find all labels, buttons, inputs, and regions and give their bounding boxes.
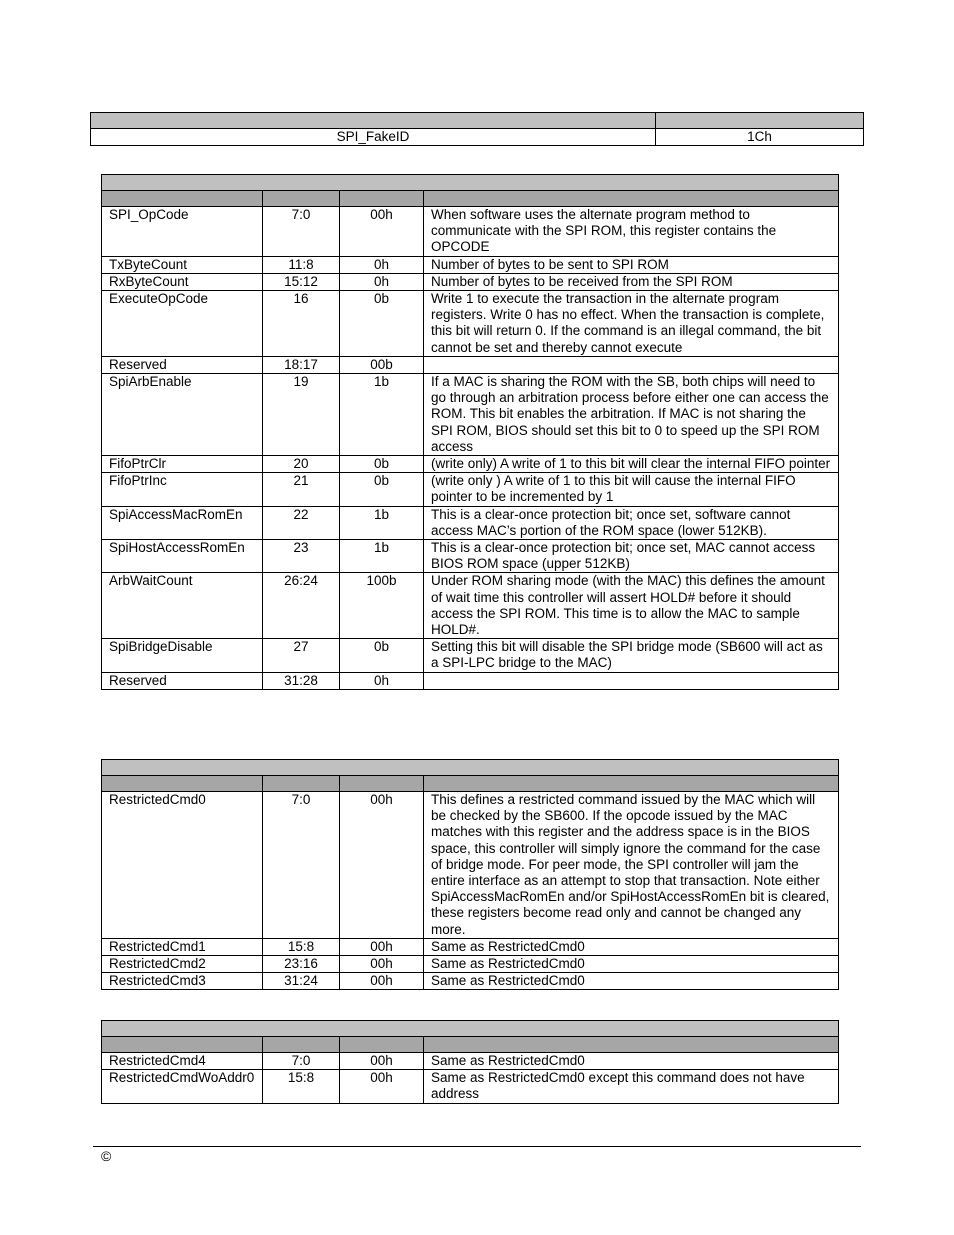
- field-row: [102, 672, 839, 689]
- footer-copyright: ©: [101, 1148, 112, 1164]
- field-name-cell: ArbWaitCount: [102, 573, 263, 639]
- table-title-bar: [102, 1021, 839, 1037]
- bits-cell: 18:17: [263, 356, 340, 373]
- bits-cell: 26:24: [263, 573, 340, 639]
- field-table-2: [101, 759, 839, 990]
- table-title-bar: [102, 175, 839, 191]
- default-value-cell: 0h: [340, 256, 424, 273]
- default-value-cell: 0h: [340, 273, 424, 290]
- bits-cell: 7:0: [263, 207, 340, 257]
- field-row: [102, 456, 839, 473]
- field-name-cell: SpiBridgeDisable: [102, 639, 263, 672]
- default-value-cell: 1b: [340, 374, 424, 456]
- field-name-cell: RestrictedCmd0: [102, 792, 263, 939]
- field-name-cell: FifoPtrClr: [102, 456, 263, 473]
- field-name-cell: ExecuteOpCode: [102, 291, 263, 357]
- field-row: [102, 792, 839, 939]
- default-value-cell: 0b: [340, 639, 424, 672]
- default-value-cell: 0h: [340, 672, 424, 689]
- field-row: [102, 540, 839, 573]
- description-cell: Same as RestrictedCmd0: [424, 956, 839, 973]
- bits-cell: 31:24: [263, 973, 340, 990]
- field-row: [102, 973, 839, 990]
- description-cell: [424, 672, 839, 689]
- default-value-cell: 0b: [340, 473, 424, 506]
- field-name-cell: RestrictedCmd1: [102, 938, 263, 955]
- field-row: [102, 207, 839, 257]
- register-name-header: [91, 113, 656, 129]
- default-value-cell: 1b: [340, 540, 424, 573]
- field-name-cell: SpiHostAccessRomEn: [102, 540, 263, 573]
- table-title-bar: [102, 760, 839, 776]
- field-name-cell: SpiArbEnable: [102, 374, 263, 456]
- bits-cell: 27: [263, 639, 340, 672]
- table-column-header: [102, 191, 839, 207]
- default-value-cell: 00b: [340, 356, 424, 373]
- default-value-cell: 00h: [340, 938, 424, 955]
- description-cell: [424, 356, 839, 373]
- description-cell: Number of bytes to be received from the SPI ROM: [424, 273, 839, 290]
- table-column-header: [102, 1037, 839, 1053]
- description-cell: When software uses the alternate program method to communicate with the SPI ROM, this register contains the OPCODE: [424, 207, 839, 257]
- default-value-cell: 1b: [340, 506, 424, 539]
- default-value-cell: 00h: [340, 1053, 424, 1070]
- description-cell: (write only) A write of 1 to this bit will clear the internal FIFO pointer: [424, 456, 839, 473]
- description-cell: Setting this bit will disable the SPI bridge mode (SB600 will act as a SPI-LPC bridge to the MAC): [424, 639, 839, 672]
- description-cell: This defines a restricted command issued by the MAC which will be checked by the SB600. If the opcode issued by the MAC matches with this register and the address space is in the BIOS space, this controller will simply ignore the command for the case of bridge mode. For peer mode, the SPI controller will jam the entire interface as an attempt to stop that transaction. Note either SpiAccessMacRomEn and/or SpiHostAccessRomEn bit is cleared, these registers become read only and cannot be changed any more.: [424, 792, 839, 939]
- description-cell: Same as RestrictedCmd0: [424, 973, 839, 990]
- description-cell: (write only ) A write of 1 to this bit will cause the internal FIFO pointer to be incremented by 1: [424, 473, 839, 506]
- field-table-1: [101, 174, 839, 690]
- field-row: [102, 1070, 839, 1103]
- bits-cell: 20: [263, 456, 340, 473]
- default-value-cell: 00h: [340, 956, 424, 973]
- bits-cell: 23: [263, 540, 340, 573]
- bits-cell: 7:0: [263, 792, 340, 939]
- bits-cell: 23:16: [263, 956, 340, 973]
- field-name-cell: FifoPtrInc: [102, 473, 263, 506]
- field-name-cell: RxByteCount: [102, 273, 263, 290]
- bits-cell: 21: [263, 473, 340, 506]
- bits-cell: 22: [263, 506, 340, 539]
- description-cell: If a MAC is sharing the ROM with the SB, both chips will need to go through an arbitration process before either one can access the ROM. This bit enables the arbitration. If MAC is not sharing the SPI ROM, BIOS should set this bit to 0 to speed up the SPI ROM access: [424, 374, 839, 456]
- field-name-cell: SPI_OpCode: [102, 207, 263, 257]
- description-cell: Same as RestrictedCmd0: [424, 938, 839, 955]
- field-row: [102, 256, 839, 273]
- field-name-cell: RestrictedCmd2: [102, 956, 263, 973]
- field-row: [102, 938, 839, 955]
- register-name: SPI_FakeID: [91, 129, 656, 146]
- field-row: [102, 573, 839, 639]
- bits-cell: 19: [263, 374, 340, 456]
- field-row: [102, 273, 839, 290]
- register-header-row: [91, 113, 864, 129]
- field-name-cell: SpiAccessMacRomEn: [102, 506, 263, 539]
- default-value-cell: 00h: [340, 207, 424, 257]
- description-cell: Same as RestrictedCmd0 except this command does not have address: [424, 1070, 839, 1103]
- field-row: [102, 506, 839, 539]
- field-row: [102, 639, 839, 672]
- register-offset-header: [656, 113, 864, 129]
- default-value-cell: 00h: [340, 792, 424, 939]
- default-value-cell: 0b: [340, 291, 424, 357]
- field-table-3: [101, 1020, 839, 1104]
- table-column-header: [102, 776, 839, 792]
- footer-divider: [93, 1146, 861, 1147]
- field-row: [102, 374, 839, 456]
- default-value-cell: 100b: [340, 573, 424, 639]
- default-value-cell: 00h: [340, 973, 424, 990]
- bits-cell: 16: [263, 291, 340, 357]
- field-name-cell: RestrictedCmd3: [102, 973, 263, 990]
- bits-cell: 31:28: [263, 672, 340, 689]
- description-cell: Under ROM sharing mode (with the MAC) this defines the amount of wait time this controller will assert HOLD# before it should access the SPI ROM. This time is to allow the MAC to sample HOLD#.: [424, 573, 839, 639]
- default-value-cell: 00h: [340, 1070, 424, 1103]
- field-name-cell: TxByteCount: [102, 256, 263, 273]
- bits-cell: 15:8: [263, 938, 340, 955]
- description-cell: Number of bytes to be sent to SPI ROM: [424, 256, 839, 273]
- field-row: [102, 356, 839, 373]
- register-header-table: [90, 112, 864, 146]
- field-row: [102, 1053, 839, 1070]
- bits-cell: 15:12: [263, 273, 340, 290]
- description-cell: Same as RestrictedCmd0: [424, 1053, 839, 1070]
- description-cell: This is a clear-once protection bit; once set, software cannot access MAC’s portion of the ROM space (lower 512KB).: [424, 506, 839, 539]
- field-row: [102, 956, 839, 973]
- default-value-cell: 0b: [340, 456, 424, 473]
- field-name-cell: Reserved: [102, 356, 263, 373]
- field-name-cell: RestrictedCmdWoAddr0: [102, 1070, 263, 1103]
- register-offset: 1Ch: [656, 129, 864, 146]
- field-row: [102, 291, 839, 357]
- field-name-cell: RestrictedCmd4: [102, 1053, 263, 1070]
- description-cell: This is a clear-once protection bit; once set, MAC cannot access BIOS ROM space (upper 512KB): [424, 540, 839, 573]
- field-name-cell: Reserved: [102, 672, 263, 689]
- register-row: [91, 129, 864, 146]
- bits-cell: 7:0: [263, 1053, 340, 1070]
- description-cell: Write 1 to execute the transaction in the alternate program registers. Write 0 has no effect. When the transaction is complete, this bit will return 0. If the command is an illegal command, the bit cannot be set and thereby cannot execute: [424, 291, 839, 357]
- field-row: [102, 473, 839, 506]
- bits-cell: 11:8: [263, 256, 340, 273]
- bits-cell: 15:8: [263, 1070, 340, 1103]
